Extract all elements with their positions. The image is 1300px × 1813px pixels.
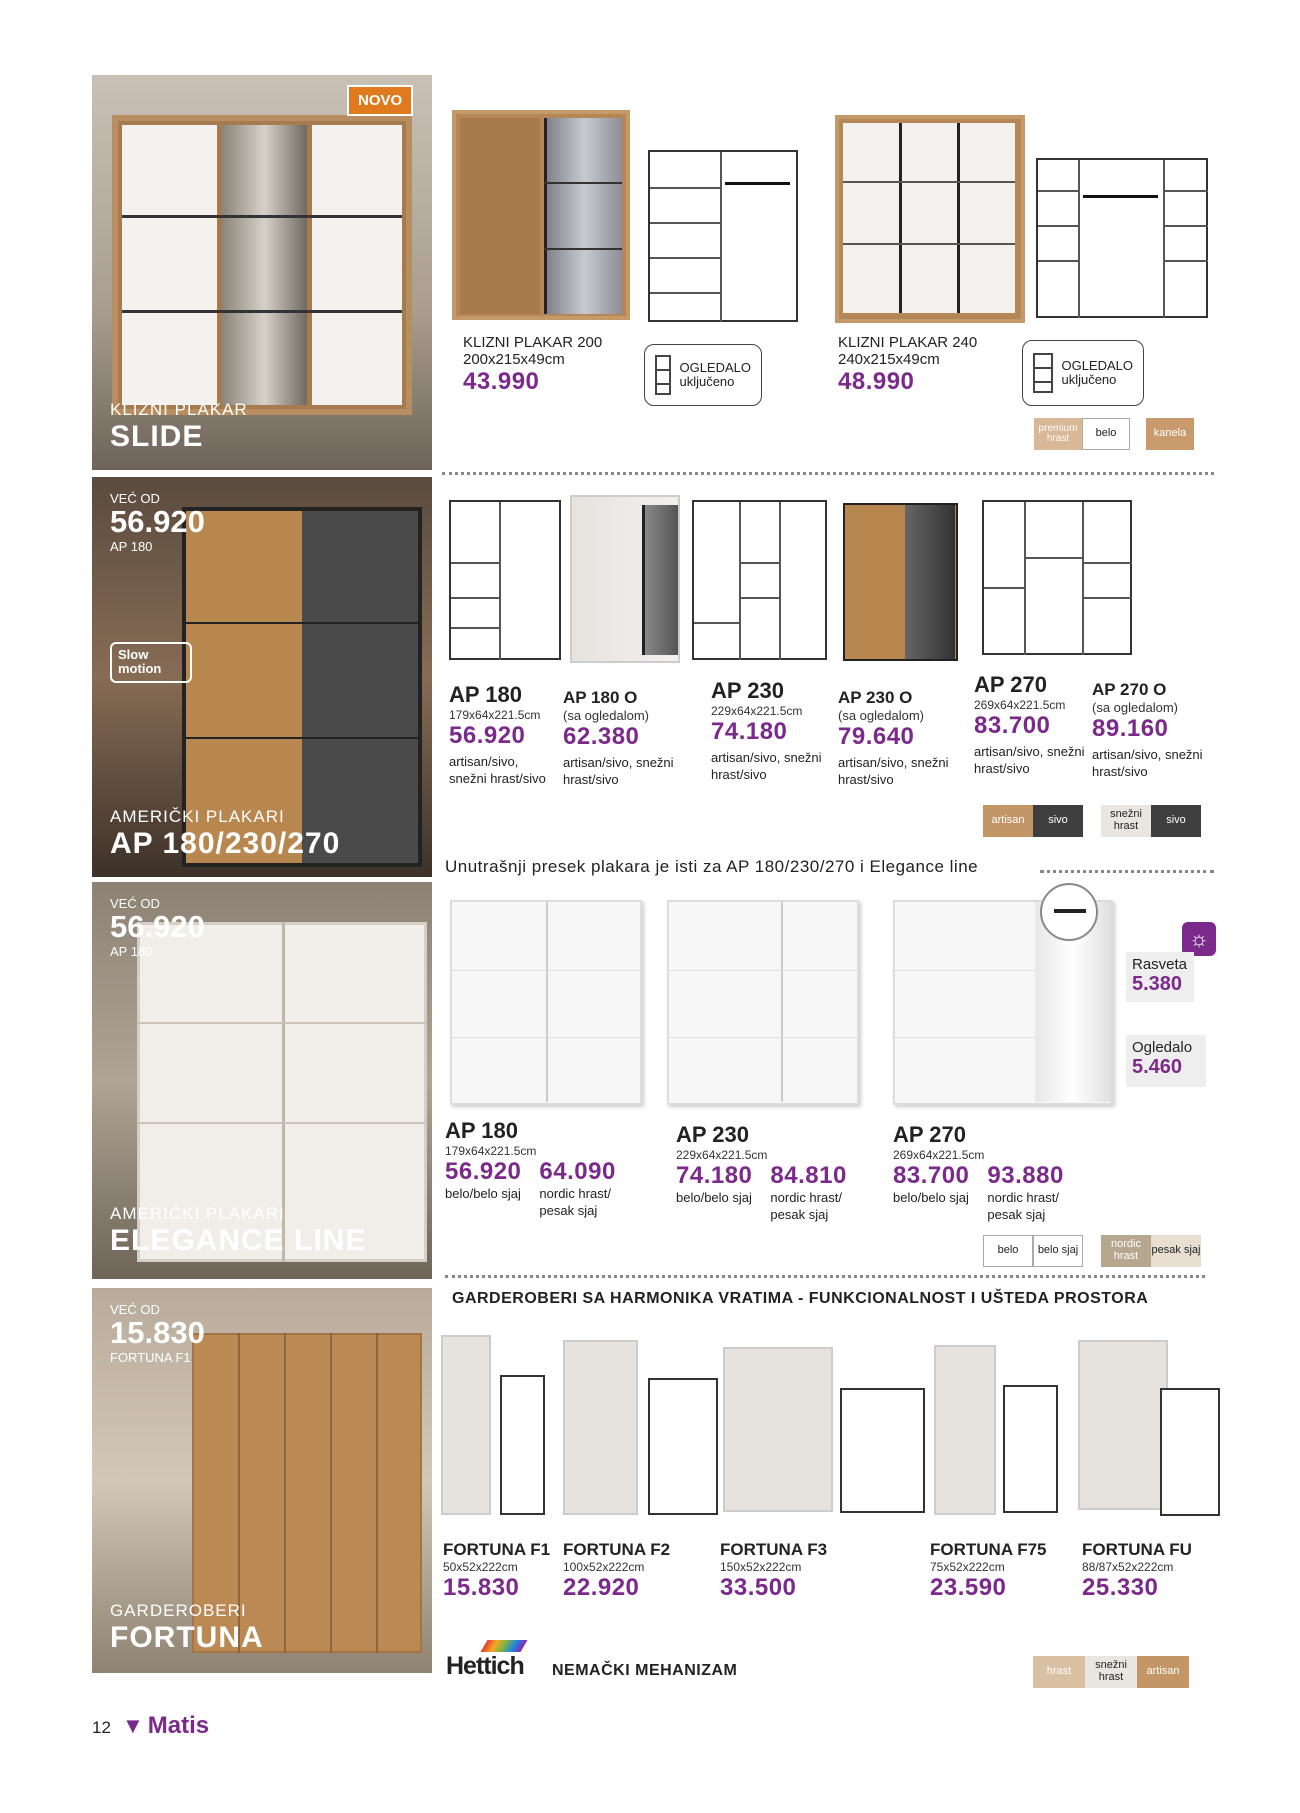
ap180-drawing [449,500,561,660]
ap-color-swatches [983,805,1201,837]
elegance-item-price: 74.180 [676,1162,753,1189]
ap-hero-image [92,477,432,877]
elegance-hero-price: 56.920 [110,909,205,944]
slide-240-dims: 240x215x49cm [838,351,940,368]
elegance-item-colors-alt: nordic hrast/ pesak sjaj [770,1190,842,1222]
fortuna-item-price: 15.830 [443,1574,520,1601]
novo-badge: NOVO [347,85,413,116]
swatch-kanela: kanela [1146,418,1194,450]
mirror-icon [1033,353,1053,393]
ap-item-dims: (sa ogledalom) [563,708,649,723]
ap-item-name: AP 180 O [563,688,638,707]
fortuna-item-price: 33.500 [720,1574,797,1601]
mechanism-label: NEMAČKI MEHANIZAM [552,1662,738,1679]
fortuna-fu-image [1078,1340,1168,1510]
ap-item-colors: artisan/sivo, snežni hrast/sivo [1092,747,1203,779]
mirror-option-price: 5.460 [1132,1056,1183,1078]
ap-item-price: 83.700 [974,712,1051,739]
elegance-ap230-image [667,900,859,1105]
swatch-belo: belo [1082,418,1130,450]
slide-color-swatches [1034,418,1194,450]
hettich-brand: Hettich [446,1652,524,1680]
ap-item-colors: artisan/sivo, snežni hrast/sivo [838,755,949,787]
fortuna-hero-title: FORTUNA [110,1621,264,1654]
ap270-drawing [982,500,1132,655]
ap-item-price: 62.380 [563,723,640,750]
fortuna-f3-image [723,1347,833,1512]
elegance-item-name: AP 230 [676,1122,749,1147]
fortuna-item-name: FORTUNA FU [1082,1540,1192,1559]
ap-item-dims: (sa ogledalom) [1092,700,1178,715]
elegance-item-dims: 269x64x221.5cm [893,1148,985,1162]
fortuna-f75-drawing [1003,1385,1058,1513]
fortuna-item-price: 25.330 [1082,1574,1159,1601]
swatch-belo: belo [983,1235,1033,1267]
divider [1040,870,1214,873]
ap-item-price: 89.160 [1092,715,1169,742]
ap-item-dims: 269x64x221.5cm [974,698,1066,712]
fortuna-f2-drawing [648,1378,718,1515]
ap230-drawing [692,500,827,660]
elegance-ap180-image [450,900,642,1105]
ap-item-name: AP 230 O [838,688,913,707]
light-option [1126,952,1194,1002]
elegance-item-colors: belo/belo sjaj [676,1190,752,1205]
slide-200-dims: 200x215x49cm [463,351,565,368]
matis-m-icon: ▼ [122,1713,144,1738]
ap-hero-price: 56.920 [110,504,205,539]
elegance-item-dims: 229x64x221.5cm [676,1148,768,1162]
mirror-option [1126,1035,1206,1087]
divider [445,1275,1205,1278]
elegance-hero-model: AP 180 [110,943,153,959]
slide-200-image [452,110,630,320]
ap230o-image [843,503,958,661]
elegance-hero-title: ELEGANCE LINE [110,1224,367,1257]
fortuna-item-name: FORTUNA F3 [720,1540,828,1559]
fortuna-item-price: 22.920 [563,1574,640,1601]
fortuna-item-dims: 50x52x222cm [443,1560,518,1574]
slide-240-mirror-badge [1022,340,1144,406]
swatch-nordic-hrast: nordic hrast [1101,1235,1151,1267]
mirror-included: uključeno [1061,372,1117,387]
swatch-sivo: sivo [1033,805,1083,837]
ap-hero-title: AP 180/230/270 [110,827,341,860]
ap-item-dims: 179x64x221.5cm [449,708,541,722]
light-label: Rasveta [1132,956,1188,973]
elegance-hero-from: VEĆ OD [110,896,160,911]
mirror-icon [655,355,671,395]
elegance-item-name: AP 270 [893,1122,966,1147]
ap-item-colors: artisan/sivo, snežni hrast/sivo [563,755,674,787]
fortuna-hero-subtitle: GARDEROBERI [110,1601,247,1620]
slide-200-name: KLIZNI PLAKAR 200 [463,334,603,351]
hettich-stripes-icon [480,1640,527,1652]
fortuna-f75-image [934,1345,996,1515]
matis-logo [122,1712,209,1740]
ap-item-price: 56.920 [449,722,526,749]
swatch-belo-sjaj: belo sjaj [1033,1235,1083,1267]
fortuna-item-dims: 75x52x222cm [930,1560,1005,1574]
ap-item-name: AP 230 [711,678,784,703]
swatch-sivo: sivo [1151,805,1201,837]
ap-item-name: AP 270 O [1092,680,1167,699]
elegance-item-colors-alt: nordic hrast/ pesak sjaj [539,1186,611,1218]
swatch-artisan: artisan [1137,1656,1189,1688]
matis-brand: Matis [147,1712,210,1739]
light-price: 5.380 [1132,973,1183,995]
fortuna-f1-drawing [500,1375,545,1515]
fortuna-item-name: FORTUNA F1 [443,1540,551,1559]
ap-item-dims: (sa ogledalom) [838,708,924,723]
slide-200-price: 43.990 [463,368,540,395]
fortuna-f1-image [441,1335,491,1515]
slide-hero-title: SLIDE [110,420,204,453]
elegance-item-price-alt: 84.810 [770,1162,847,1189]
fortuna-item-dims: 100x52x222cm [563,1560,645,1574]
slide-240-price: 48.990 [838,368,915,395]
swatch-pesak-sjaj: pesak sjaj [1151,1235,1201,1267]
elegance-item-price: 56.920 [445,1158,522,1185]
slide-200-interior-drawing [648,150,798,322]
fortuna-heading: GARDEROBERI SA HARMONIKA VRATIMA - FUNKCIONALNOST I UŠTEDA PROSTORA [452,1290,1149,1307]
ap-item-colors: artisan/sivo, snežni hrast/sivo [449,754,546,786]
elegance-item-dims: 179x64x221.5cm [445,1144,537,1158]
page-number: 12 [92,1718,111,1737]
swatch-artisan: artisan [983,805,1033,837]
slide-240-image [835,115,1025,323]
ap-item-dims: 229x64x221.5cm [711,704,803,718]
elegance-color-swatches [983,1235,1201,1267]
fortuna-f3-drawing [840,1388,925,1513]
slide-hero-subtitle: KLIZNI PLAKAR [110,400,248,419]
elegance-item-colors-alt: nordic hrast/ pesak sjaj [987,1190,1059,1222]
mirror-included: uključeno [679,374,735,389]
ap180o-image [570,495,680,663]
ap-item-colors: artisan/sivo, snežni hrast/sivo [974,744,1085,776]
elegance-hero-image [92,882,432,1279]
mirror-label: OGLEDALO [1061,357,1133,373]
swatch-premium-hrast: premium hrast [1034,418,1082,450]
ap-item-colors: artisan/sivo, snežni hrast/sivo [711,750,822,782]
fortuna-item-dims: 88/87x52x222cm [1082,1560,1174,1574]
mirror-option-label: Ogledalo [1132,1039,1193,1056]
ap-hero-subtitle: AMERIČKI PLAKARI [110,807,285,826]
slide-240-interior-drawing [1036,158,1208,318]
ap-hero-model: AP 180 [110,538,153,554]
ap-interior-note: Unutrašnji presek plakara je isti za AP 180/230/270 i Elegance line [445,857,979,876]
fortuna-hero-from: VEĆ OD [110,1302,160,1317]
elegance-hero-subtitle: AMERIČKI PLAKARI [110,1204,285,1223]
slow-motion-badge: Slow motion [110,642,192,683]
fortuna-hero-image [92,1288,432,1673]
fortuna-item-price: 23.590 [930,1574,1007,1601]
slide-hero-image [92,75,432,470]
ap-item-price: 74.180 [711,718,788,745]
ap-item-name: AP 270 [974,672,1047,697]
hettich-logo [446,1640,524,1681]
light-detail-circle [1040,883,1098,941]
elegance-item-price: 83.700 [893,1162,970,1189]
elegance-item-price-alt: 64.090 [539,1158,616,1185]
fortuna-color-swatches [1033,1656,1189,1688]
mirror-label: OGLEDALO [679,359,751,375]
fortuna-hero-model: FORTUNA F1 [110,1349,191,1365]
swatch-hrast: hrast [1033,1656,1085,1688]
elegance-item-colors: belo/belo sjaj [893,1190,969,1205]
divider [442,472,1214,475]
fortuna-item-name: FORTUNA F75 [930,1540,1047,1559]
swatch-snezni-hrast: snežni hrast [1085,1656,1137,1688]
ap-item-name: AP 180 [449,682,522,707]
fortuna-f2-image [563,1340,638,1515]
slide-200-mirror-badge [644,344,762,406]
fortuna-item-name: FORTUNA F2 [563,1540,671,1559]
fortuna-item-dims: 150x52x222cm [720,1560,802,1574]
elegance-item-name: AP 180 [445,1118,518,1143]
ap-hero-from: VEĆ OD [110,491,160,506]
fortuna-fu-drawing [1160,1388,1220,1516]
swatch-snezni-hrast: snežni hrast [1101,805,1151,837]
slide-240-name: KLIZNI PLAKAR 240 [838,334,978,351]
ap-item-price: 79.640 [838,723,915,750]
elegance-item-colors: belo/belo sjaj [445,1186,521,1201]
elegance-item-price-alt: 93.880 [987,1162,1064,1189]
fortuna-hero-price: 15.830 [110,1315,205,1350]
bulb-icon: ☼ [1182,922,1216,956]
